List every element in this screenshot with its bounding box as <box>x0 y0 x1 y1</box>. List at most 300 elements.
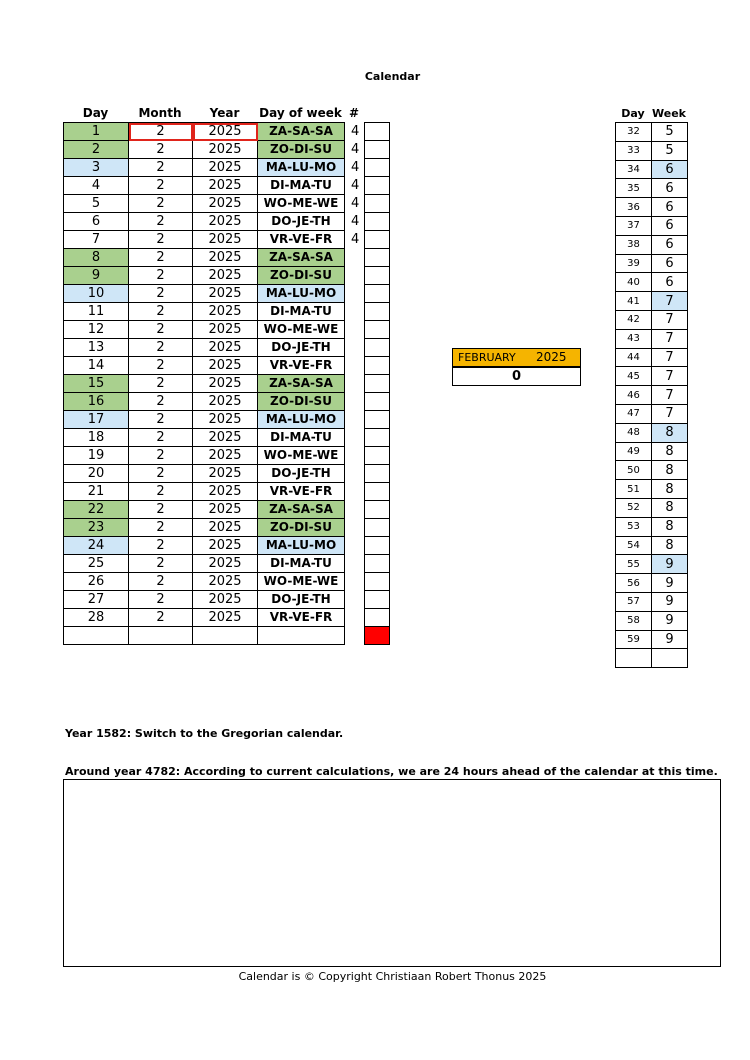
year-cell[interactable]: 2025 <box>193 375 258 393</box>
day-cell: 4 <box>64 177 129 195</box>
day-of-year-cell: 39 <box>616 254 652 273</box>
day-of-week-cell: VR-VE-FR <box>258 231 345 249</box>
week-row <box>616 611 688 630</box>
header-right-day: Day <box>621 107 645 120</box>
day-of-week-cell: DI-MA-TU <box>258 177 345 195</box>
month-cell[interactable]: 2 <box>129 519 193 537</box>
check-cell[interactable] <box>365 285 390 303</box>
check-cell[interactable] <box>365 123 390 141</box>
check-cell[interactable] <box>365 555 390 573</box>
day-of-year-cell: 51 <box>616 480 652 499</box>
check-cell[interactable] <box>365 537 390 555</box>
day-of-week-cell: MA-LU-MO <box>258 411 345 429</box>
table-row <box>64 429 390 447</box>
year-cell[interactable]: 2025 <box>193 249 258 267</box>
day-of-year-cell: 47 <box>616 404 652 423</box>
check-cell[interactable] <box>365 141 390 159</box>
count-cell <box>345 357 365 375</box>
check-cell[interactable] <box>365 519 390 537</box>
day-of-week-cell: MA-LU-MO <box>258 537 345 555</box>
table-row <box>64 303 390 321</box>
day-cell: 21 <box>64 483 129 501</box>
month-cell[interactable]: 2 <box>129 465 193 483</box>
month-cell[interactable]: 2 <box>129 159 193 177</box>
table-row <box>64 573 390 591</box>
month-cell[interactable]: 2 <box>129 573 193 591</box>
table-row <box>64 375 390 393</box>
day-of-year-cell: 42 <box>616 310 652 329</box>
month-cell[interactable]: 2 <box>129 393 193 411</box>
day-of-week-cell: WO-ME-WE <box>258 447 345 465</box>
page-title: Calendar <box>364 70 421 83</box>
day-of-year-cell: 36 <box>616 198 652 217</box>
day-of-year-cell: 52 <box>616 498 652 517</box>
month-cell[interactable]: 2 <box>129 609 193 627</box>
year-cell[interactable]: 2025 <box>193 573 258 591</box>
header-count: # <box>348 106 360 120</box>
day-cell: 17 <box>64 411 129 429</box>
year-cell[interactable]: 2025 <box>193 537 258 555</box>
month-year: 2025 <box>536 350 567 364</box>
table-row <box>64 123 390 141</box>
year-cell[interactable]: 2025 <box>193 393 258 411</box>
table-row <box>64 231 390 249</box>
day-of-year-cell: 59 <box>616 630 652 649</box>
header-day: Day <box>82 106 109 120</box>
week-number-cell: 8 <box>652 480 688 499</box>
count-cell <box>345 591 365 609</box>
day-of-year-cell: 41 <box>616 292 652 311</box>
week-number-cell: 6 <box>652 273 688 292</box>
day-of-week-cell: DI-MA-TU <box>258 429 345 447</box>
day-of-year-cell: 40 <box>616 273 652 292</box>
day-of-year-cell: 45 <box>616 367 652 386</box>
week-row <box>616 498 688 517</box>
notes-box[interactable] <box>63 779 721 967</box>
day-cell: 26 <box>64 573 129 591</box>
month-cell[interactable]: 2 <box>129 123 193 141</box>
week-number-cell: 6 <box>652 198 688 217</box>
table-row <box>64 321 390 339</box>
week-number-cell: 7 <box>652 329 688 348</box>
day-of-week-cell: ZO-DI-SU <box>258 267 345 285</box>
month-cell[interactable]: 2 <box>129 501 193 519</box>
year-cell[interactable]: 2025 <box>193 501 258 519</box>
count-cell <box>345 429 365 447</box>
month-cell[interactable]: 2 <box>129 357 193 375</box>
table-row <box>64 177 390 195</box>
day-cell: 12 <box>64 321 129 339</box>
week-row <box>616 198 688 217</box>
week-row <box>616 348 688 367</box>
day-cell: 19 <box>64 447 129 465</box>
month-cell[interactable]: 2 <box>129 429 193 447</box>
table-row <box>64 393 390 411</box>
day-cell: 18 <box>64 429 129 447</box>
week-number-cell: 8 <box>652 498 688 517</box>
check-cell[interactable] <box>365 357 390 375</box>
table-row <box>64 195 390 213</box>
day-of-year-cell: 53 <box>616 517 652 536</box>
check-cell[interactable] <box>365 609 390 627</box>
week-number-cell: 9 <box>652 574 688 593</box>
check-cell[interactable] <box>365 393 390 411</box>
count-cell: 4 <box>351 232 360 247</box>
week-row <box>616 442 688 461</box>
count-cell <box>345 447 365 465</box>
check-cell[interactable] <box>365 429 390 447</box>
header-day-of-week: Day of week <box>259 106 342 120</box>
month-cell[interactable]: 2 <box>129 213 193 231</box>
week-number-cell: 7 <box>652 367 688 386</box>
year-cell[interactable]: 2025 <box>193 465 258 483</box>
day-of-week-cell: DO-JE-TH <box>258 213 345 231</box>
week-row <box>616 254 688 273</box>
month-cell[interactable]: 2 <box>129 303 193 321</box>
day-cell <box>64 627 129 645</box>
month-cell[interactable]: 2 <box>129 231 193 249</box>
day-of-week-cell: DI-MA-TU <box>258 555 345 573</box>
year-cell[interactable]: 2025 <box>193 339 258 357</box>
table-row <box>64 591 390 609</box>
week-row <box>616 123 688 142</box>
day-of-year-cell: 37 <box>616 216 652 235</box>
check-cell[interactable] <box>365 501 390 519</box>
day-cell: 23 <box>64 519 129 537</box>
count-cell <box>345 465 365 483</box>
week-row <box>616 649 688 668</box>
table-row <box>64 285 390 303</box>
month-cell[interactable]: 2 <box>129 591 193 609</box>
header-year: Year <box>209 106 240 120</box>
month-cell[interactable]: 2 <box>129 249 193 267</box>
table-row <box>64 447 390 465</box>
day-of-week-cell: DO-JE-TH <box>258 591 345 609</box>
table-row <box>64 249 390 267</box>
check-cell[interactable] <box>365 411 390 429</box>
year-cell[interactable]: 2025 <box>193 159 258 177</box>
week-number-cell: 9 <box>652 630 688 649</box>
week-number-cell: 9 <box>652 592 688 611</box>
week-row <box>616 329 688 348</box>
note-gregorian: Year 1582: Switch to the Gregorian calendar. <box>65 727 344 740</box>
count-cell <box>345 411 365 429</box>
week-number-cell: 7 <box>652 292 688 311</box>
year-cell[interactable] <box>193 627 258 645</box>
day-cell: 8 <box>64 249 129 267</box>
day-of-year-cell: 48 <box>616 423 652 442</box>
year-cell[interactable]: 2025 <box>193 519 258 537</box>
table-row <box>64 483 390 501</box>
count-cell: 4 <box>351 178 360 193</box>
check-cell[interactable] <box>365 177 390 195</box>
day-cell: 9 <box>64 267 129 285</box>
month-cell[interactable]: 2 <box>129 267 193 285</box>
week-row <box>616 536 688 555</box>
year-cell[interactable]: 2025 <box>193 177 258 195</box>
month-box <box>452 348 581 367</box>
table-row <box>64 267 390 285</box>
day-of-week-cell: MA-LU-MO <box>258 159 345 177</box>
check-cell[interactable] <box>365 465 390 483</box>
table-row <box>64 357 390 375</box>
count-cell <box>345 321 365 339</box>
year-cell[interactable]: 2025 <box>193 357 258 375</box>
check-cell[interactable] <box>365 483 390 501</box>
count-cell <box>345 303 365 321</box>
table-row <box>64 339 390 357</box>
week-number-cell: 6 <box>652 235 688 254</box>
table-row <box>64 159 390 177</box>
month-cell[interactable]: 2 <box>129 411 193 429</box>
year-cell[interactable]: 2025 <box>193 141 258 159</box>
month-cell[interactable]: 2 <box>129 141 193 159</box>
note-future: Around year 4782: According to current calculations, we are 24 hours ahead of the calendar at this time. <box>65 765 718 778</box>
week-number-cell: 8 <box>652 442 688 461</box>
year-cell[interactable]: 2025 <box>193 321 258 339</box>
day-cell: 6 <box>64 213 129 231</box>
week-row <box>616 517 688 536</box>
day-cell: 13 <box>64 339 129 357</box>
day-cell: 7 <box>64 231 129 249</box>
day-of-week-cell: ZA-SA-SA <box>258 123 345 141</box>
week-row <box>616 630 688 649</box>
month-cell[interactable]: 2 <box>129 555 193 573</box>
day-of-week-cell: DO-JE-TH <box>258 465 345 483</box>
day-of-week-cell: ZO-DI-SU <box>258 519 345 537</box>
week-row <box>616 216 688 235</box>
year-cell[interactable]: 2025 <box>193 195 258 213</box>
day-cell: 24 <box>64 537 129 555</box>
count-cell <box>345 285 365 303</box>
day-cell: 27 <box>64 591 129 609</box>
table-row <box>64 555 390 573</box>
week-number-cell: 8 <box>652 461 688 480</box>
week-number-cell: 5 <box>652 123 688 142</box>
day-of-week-cell: VR-VE-FR <box>258 357 345 375</box>
week-number-cell: 8 <box>652 423 688 442</box>
day-of-week-cell: MA-LU-MO <box>258 285 345 303</box>
check-cell[interactable] <box>365 321 390 339</box>
year-cell[interactable]: 2025 <box>193 483 258 501</box>
day-of-year-cell <box>616 649 652 668</box>
year-cell[interactable]: 2025 <box>193 213 258 231</box>
count-cell <box>345 483 365 501</box>
count-cell: 4 <box>351 196 360 211</box>
day-of-year-cell: 58 <box>616 611 652 630</box>
count-cell <box>345 249 365 267</box>
day-cell: 20 <box>64 465 129 483</box>
week-row <box>616 273 688 292</box>
table-row <box>64 627 390 645</box>
count-cell <box>345 519 365 537</box>
table-row <box>64 213 390 231</box>
day-of-year-cell: 50 <box>616 461 652 480</box>
week-row <box>616 592 688 611</box>
year-cell[interactable]: 2025 <box>193 591 258 609</box>
check-cell[interactable] <box>365 447 390 465</box>
year-cell[interactable]: 2025 <box>193 123 258 141</box>
check-cell[interactable] <box>365 591 390 609</box>
year-cell[interactable]: 2025 <box>193 411 258 429</box>
day-of-week-cell: VR-VE-FR <box>258 609 345 627</box>
count-cell <box>345 627 365 645</box>
day-cell: 25 <box>64 555 129 573</box>
day-of-week-cell: ZO-DI-SU <box>258 393 345 411</box>
day-of-week-cell: ZA-SA-SA <box>258 375 345 393</box>
day-of-year-cell: 57 <box>616 592 652 611</box>
count-cell: 4 <box>351 160 360 175</box>
week-row <box>616 461 688 480</box>
check-cell[interactable] <box>365 213 390 231</box>
week-number-cell: 5 <box>652 141 688 160</box>
day-of-week-cell <box>258 627 345 645</box>
week-number-cell: 7 <box>652 404 688 423</box>
table-row <box>64 465 390 483</box>
week-row <box>616 386 688 405</box>
week-number-cell: 6 <box>652 160 688 179</box>
week-row <box>616 480 688 499</box>
week-row <box>616 574 688 593</box>
year-cell[interactable]: 2025 <box>193 429 258 447</box>
count-cell: 4 <box>351 124 360 139</box>
week-number-cell: 7 <box>652 310 688 329</box>
check-cell[interactable] <box>365 195 390 213</box>
day-cell: 22 <box>64 501 129 519</box>
day-cell: 5 <box>64 195 129 213</box>
year-cell[interactable]: 2025 <box>193 285 258 303</box>
red-marker-cell <box>365 627 390 645</box>
count-cell <box>345 555 365 573</box>
month-name: FEBRUARY <box>458 351 516 364</box>
week-number-cell: 6 <box>652 254 688 273</box>
month-cell[interactable]: 2 <box>129 339 193 357</box>
month-cell[interactable]: 2 <box>129 195 193 213</box>
month-cell[interactable]: 2 <box>129 321 193 339</box>
year-cell[interactable]: 2025 <box>193 267 258 285</box>
year-cell[interactable]: 2025 <box>193 231 258 249</box>
table-row <box>64 609 390 627</box>
day-of-year-cell: 49 <box>616 442 652 461</box>
count-cell <box>345 501 365 519</box>
day-of-year-cell: 44 <box>616 348 652 367</box>
week-row <box>616 367 688 386</box>
table-row <box>64 501 390 519</box>
day-cell: 11 <box>64 303 129 321</box>
month-cell[interactable]: 2 <box>129 537 193 555</box>
day-of-year-cell: 35 <box>616 179 652 198</box>
week-row <box>616 310 688 329</box>
day-of-week-cell: WO-ME-WE <box>258 321 345 339</box>
day-of-week-cell: WO-ME-WE <box>258 195 345 213</box>
day-cell: 15 <box>64 375 129 393</box>
count-cell <box>345 573 365 591</box>
year-cell[interactable]: 2025 <box>193 303 258 321</box>
copyright-footer: Calendar is © Copyright Christiaan Robert Thonus 2025 <box>238 970 547 983</box>
week-number-cell: 6 <box>652 216 688 235</box>
month-cell[interactable] <box>129 627 193 645</box>
day-cell: 3 <box>64 159 129 177</box>
day-cell: 2 <box>64 141 129 159</box>
week-table <box>615 122 688 668</box>
day-cell: 10 <box>64 285 129 303</box>
week-row <box>616 555 688 574</box>
count-cell: 4 <box>351 142 360 157</box>
week-number-cell: 9 <box>652 555 688 574</box>
day-cell: 28 <box>64 609 129 627</box>
week-number-cell: 9 <box>652 611 688 630</box>
header-month: Month <box>138 106 182 120</box>
month-value[interactable]: 0 <box>452 367 581 386</box>
day-cell: 1 <box>64 123 129 141</box>
check-cell[interactable] <box>365 249 390 267</box>
count-cell <box>345 537 365 555</box>
year-cell[interactable]: 2025 <box>193 555 258 573</box>
day-of-year-cell: 38 <box>616 235 652 254</box>
month-cell[interactable]: 2 <box>129 483 193 501</box>
count-cell <box>345 267 365 285</box>
week-row <box>616 292 688 311</box>
check-cell[interactable] <box>365 339 390 357</box>
day-of-year-cell: 54 <box>616 536 652 555</box>
day-cell: 14 <box>64 357 129 375</box>
week-number-cell: 6 <box>652 179 688 198</box>
day-of-week-cell: WO-ME-WE <box>258 573 345 591</box>
week-row <box>616 160 688 179</box>
year-cell[interactable]: 2025 <box>193 609 258 627</box>
month-cell[interactable]: 2 <box>129 375 193 393</box>
table-row <box>64 411 390 429</box>
count-cell <box>345 393 365 411</box>
week-number-cell: 7 <box>652 386 688 405</box>
check-cell[interactable] <box>365 303 390 321</box>
header-right-week: Week <box>652 107 686 120</box>
day-of-year-cell: 34 <box>616 160 652 179</box>
check-cell[interactable] <box>365 159 390 177</box>
check-cell[interactable] <box>365 573 390 591</box>
day-of-year-cell: 43 <box>616 329 652 348</box>
week-row <box>616 404 688 423</box>
calendar-table <box>63 122 390 645</box>
day-of-week-cell: DI-MA-TU <box>258 303 345 321</box>
check-cell[interactable] <box>365 231 390 249</box>
year-cell[interactable]: 2025 <box>193 447 258 465</box>
week-number-cell: 8 <box>652 536 688 555</box>
check-cell[interactable] <box>365 267 390 285</box>
day-of-week-cell: ZA-SA-SA <box>258 501 345 519</box>
count-cell <box>345 339 365 357</box>
table-row <box>64 141 390 159</box>
week-number-cell: 7 <box>652 348 688 367</box>
day-of-week-cell: VR-VE-FR <box>258 483 345 501</box>
day-of-year-cell: 33 <box>616 141 652 160</box>
week-row <box>616 235 688 254</box>
day-of-year-cell: 32 <box>616 123 652 142</box>
day-of-year-cell: 46 <box>616 386 652 405</box>
month-cell[interactable]: 2 <box>129 447 193 465</box>
table-row <box>64 537 390 555</box>
month-cell[interactable]: 2 <box>129 177 193 195</box>
count-cell <box>345 609 365 627</box>
week-row <box>616 179 688 198</box>
week-number-cell <box>652 649 688 668</box>
day-of-week-cell: ZA-SA-SA <box>258 249 345 267</box>
week-number-cell: 8 <box>652 517 688 536</box>
day-of-week-cell: ZO-DI-SU <box>258 141 345 159</box>
month-cell[interactable]: 2 <box>129 285 193 303</box>
check-cell[interactable] <box>365 375 390 393</box>
day-cell: 16 <box>64 393 129 411</box>
